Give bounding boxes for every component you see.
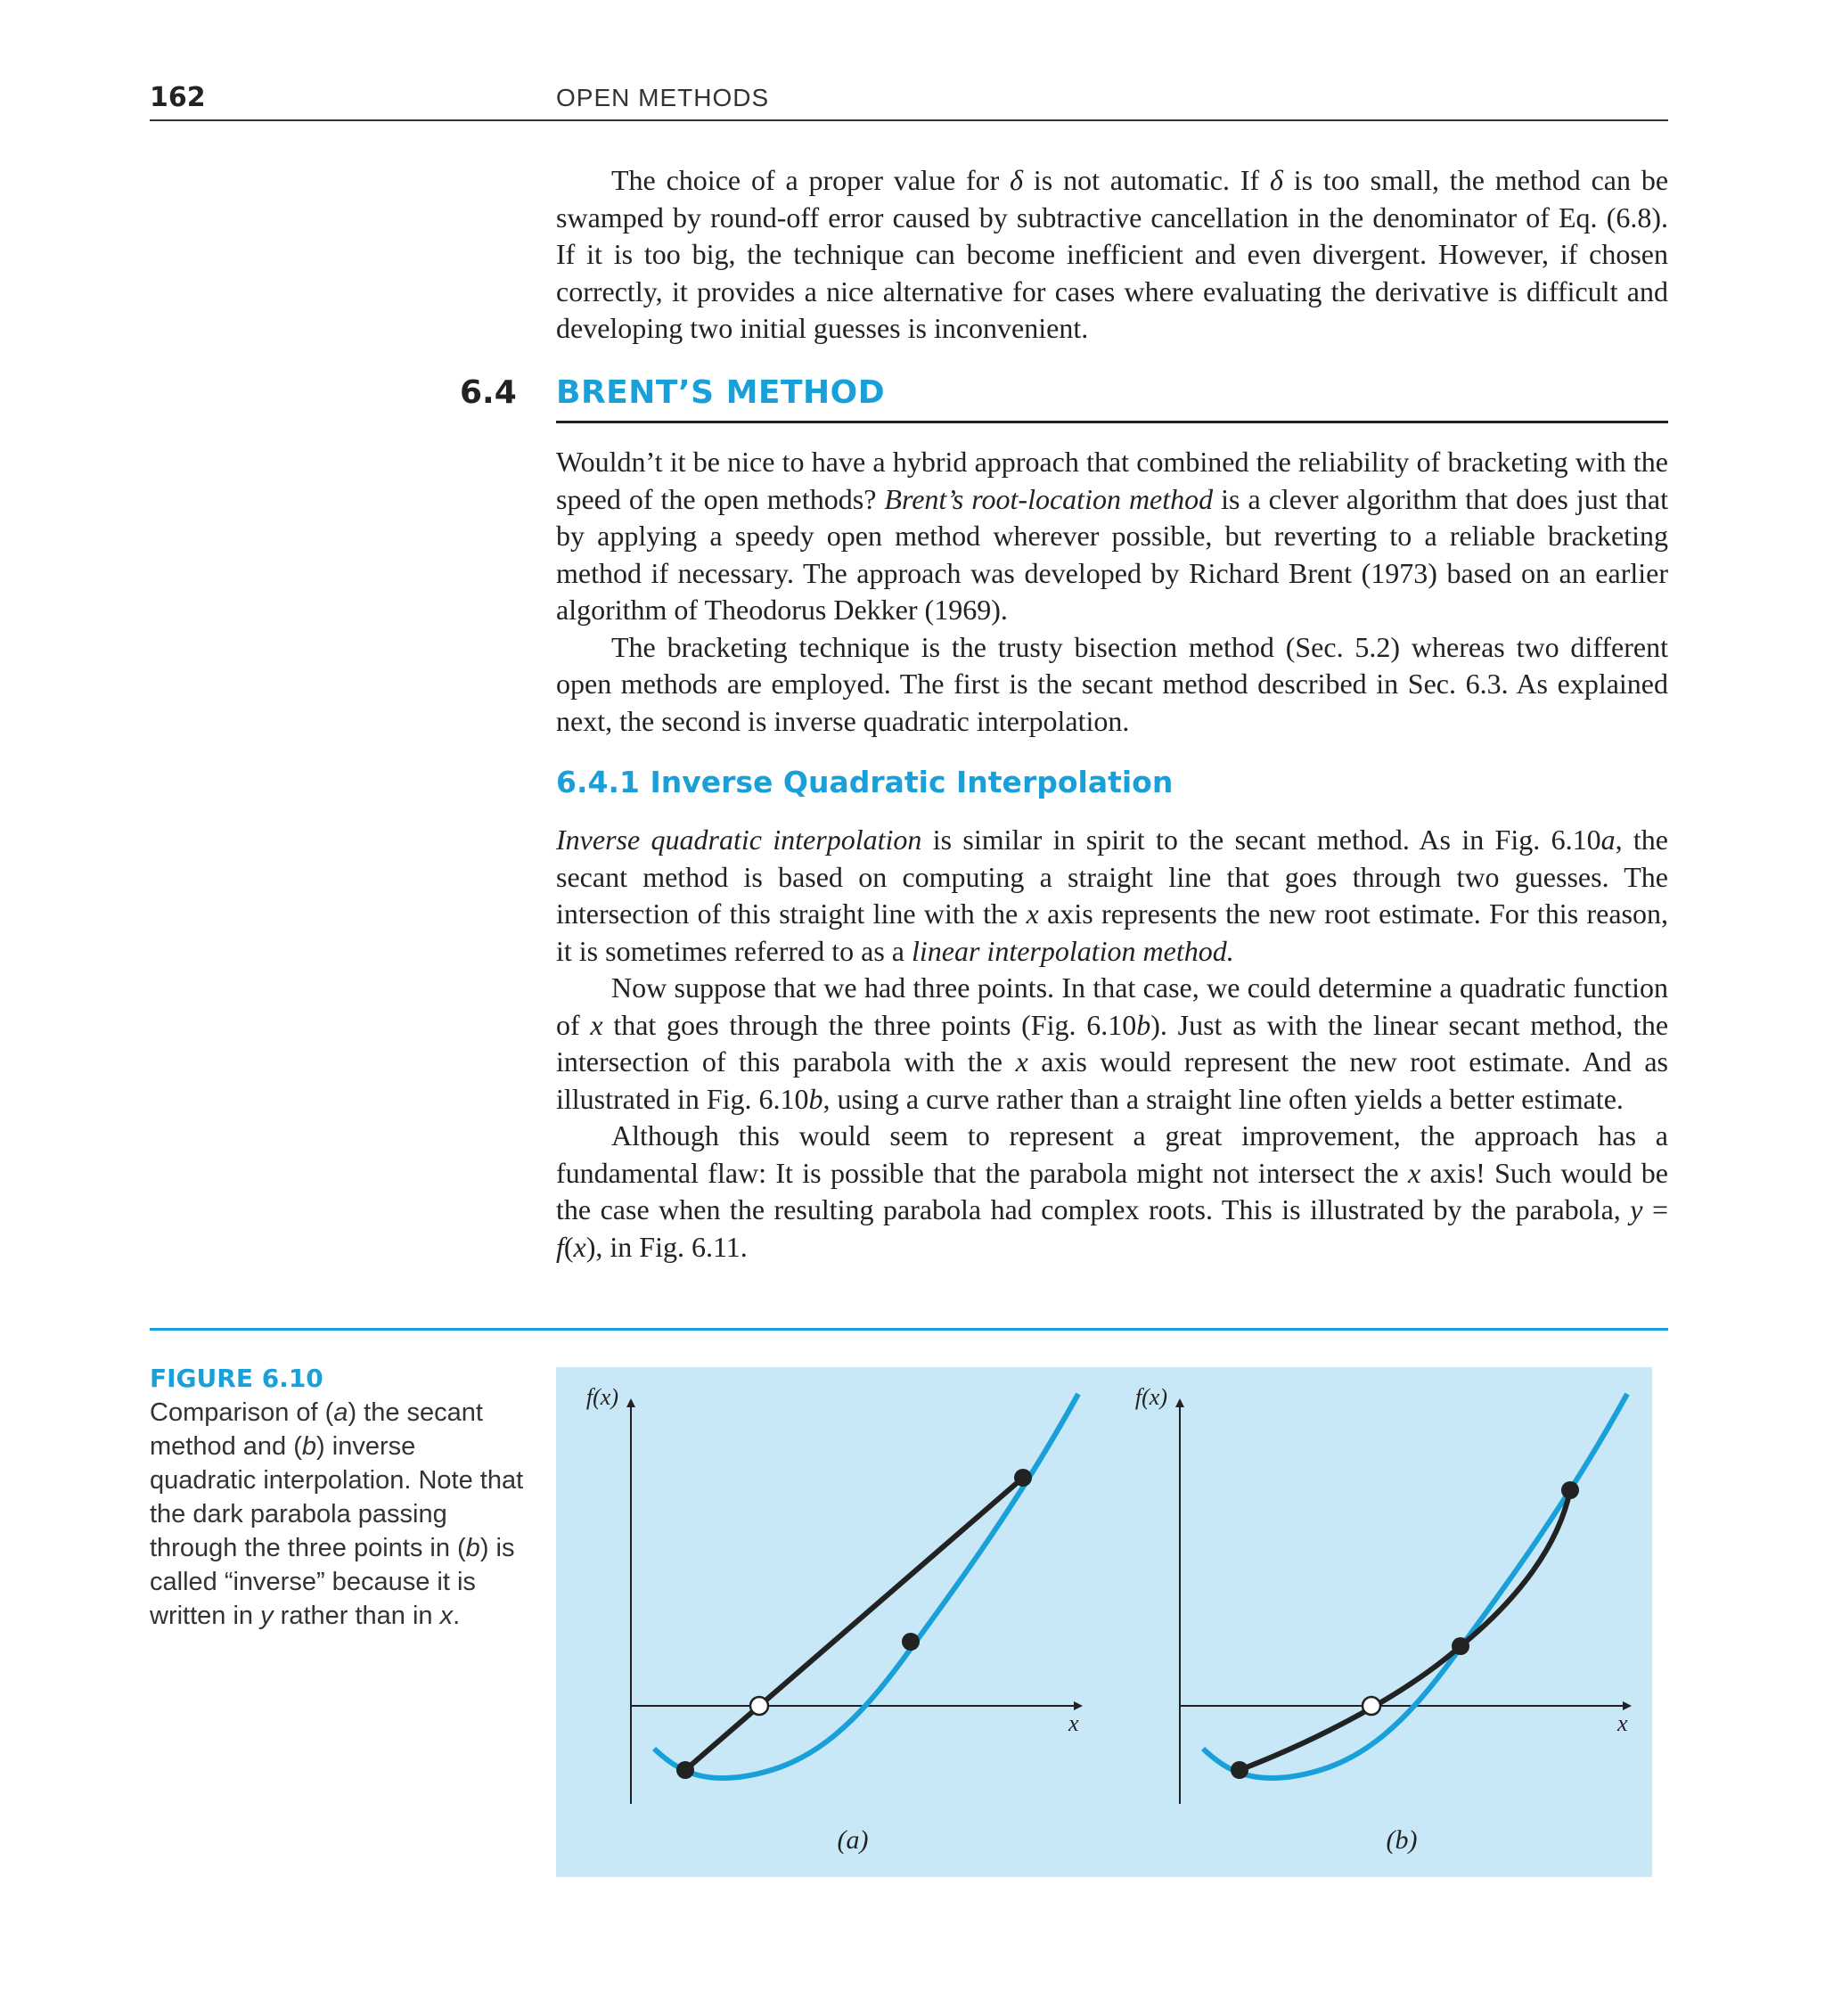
iqi-paragraph-2 [556,970,1668,1118]
guess-point [902,1633,920,1651]
function-curve [654,1394,1078,1778]
var-x: x [590,1008,603,1041]
cap-b: ) the secant method and ( [150,1398,483,1461]
brent-text-b: is a clever algorithm that does just that by applying a speedy open method wherever possible, but reverting to a reliable bracketing method if necessary. The approach was developed by Richard Brent (1973) based on an earlier algorithm of Theodorus Dekker (1969). [556,482,1669,626]
paren: ( [563,1230,574,1263]
iqi-term: Inverse quadratic interpolation [556,824,922,856]
guess-point [676,1761,694,1779]
section-rule [556,421,1668,423]
panel-b [1135,1384,1628,1855]
x-axis-label: x [1617,1710,1628,1736]
fig-ref-b: b [808,1082,823,1115]
intro-text-3: is too small, the method can be swamped by round-off error caused by subtractive cancellation in the denominator of Eq. (6.8). If it is too big, the technique can become inefficient and even divergent. However, if chosen correctly, it provides a nice alternative for cases where evaluating the derivative is difficult and developing two initial guesses is inconvenient. [556,164,1669,344]
cap-ib: b [301,1432,317,1461]
cap-f: . [453,1602,461,1630]
iqi2-text-c: ). Just as with the linear secant method, the intersection of this parabola with the [556,1008,1669,1078]
y-axis-label: f(x) [1134,1384,1167,1410]
panel-a-label: (a) [837,1825,869,1855]
var-x: x [573,1230,586,1263]
iqi1-text-c: axis represents the new root estimate. For this reason, it is sometimes referred to as a [556,897,1669,967]
iqi2-text-b: that goes through the three points (Fig. 6.10 [602,1008,1137,1041]
panel-b-label: (b) [1386,1825,1418,1855]
cap-iy: y [260,1602,274,1630]
secant-line [685,1478,1023,1770]
iqi-paragraph-1 [556,822,1668,970]
paren: ) [585,1230,596,1263]
function-curve [1203,1394,1627,1778]
guess-point [1014,1469,1032,1487]
delta-symbol: δ [1269,164,1283,196]
guess-point [1561,1481,1579,1499]
x-axis-label: x [1068,1710,1079,1736]
var-y: y [1630,1193,1643,1225]
fig-ref-b: b [1136,1008,1151,1041]
var-x: x [1026,897,1039,930]
root-estimate-point [750,1697,768,1715]
section-title: BRENT’S METHOD [556,374,886,411]
equals-sign: = [1642,1193,1669,1225]
var-f: f [556,1230,564,1263]
guess-point [1452,1637,1469,1655]
cap-c: ) inverse quadratic interpolation. Note that the dark parabola passing through the three points in ( [150,1432,524,1562]
iqi1-text-b: , the secant method is based on computing a straight line that goes through two guesses. The intersection of this straight line with the [556,824,1669,930]
delta-symbol: δ [1010,164,1024,196]
running-head: OPEN METHODS [556,84,770,111]
iqi2-text-e: , using a curve rather than a straight line often yields a better estimate. [822,1082,1624,1115]
iqi-paragraph-block [556,822,1668,1266]
iqi-paragraph-3 [556,1118,1668,1266]
intro-paragraph [556,162,1668,348]
iqi3-text-b: axis! Such would be the case when the resulting parabola had complex roots. This is illustrated by the parabola, [556,1156,1669,1225]
cap-d: ) is called “inverse” because it is written in [150,1534,515,1630]
section-number: 6.4 [460,374,517,411]
linear-interp-term: linear interpolation method. [911,934,1234,967]
brent-paragraph-2: The bracketing technique is the trusty bisection method (Sec. 5.2) whereas two different open methods are employed. The first is the secant method described in Sec. 6.3. As explained next, the second is inverse quadratic interpolation. [556,630,1668,737]
cap-ia: a [333,1398,348,1427]
brent-text-a: Wouldn’t it be nice to have a hybrid approach that combined the reliability of bracketing with the speed of the open methods? [556,446,1668,515]
panel-a [586,1384,1079,1855]
cap-a: Comparison of ( [150,1398,334,1427]
figure-label: FIGURE 6.10 [150,1364,323,1393]
figure-svg [556,1367,1652,1877]
root-estimate-point [1363,1697,1380,1715]
iqi2-text-d: axis would represent the new root estimate. And as illustrated in Fig. 6.10 [556,1045,1669,1115]
figure-rule [150,1328,1668,1331]
page-number: 162 [150,82,206,113]
var-x: x [1407,1156,1421,1189]
var-x: x [1015,1045,1028,1078]
inverse-parabola [1240,1490,1570,1770]
intro-text-1: The choice of a proper value for [611,164,1011,196]
cap-e: rather than in [273,1602,440,1630]
iqi3-text-c: , in Fig. 6.11. [595,1230,748,1263]
iqi2-text-a: Now suppose that we had three points. In that case, we could determine a quadratic function of [556,971,1668,1041]
guess-point [1231,1761,1248,1779]
figure-caption [150,1396,524,1633]
brent-term: Brent’s root-location method [884,482,1214,515]
intro-text-2: is not automatic. If [1023,164,1270,196]
brent-paragraph-block [556,444,1668,740]
cap-ib2: b [465,1534,480,1562]
y-axis-label: f(x) [585,1384,618,1410]
running-header [150,78,1668,121]
intro-paragraph-block [556,162,1668,348]
iqi1-text-a: is similar in spirit to the secant method. As in Fig. 6.10 [921,824,1601,856]
subsection-title: 6.4.1 Inverse Quadratic Interpolation [556,765,1174,799]
cap-ix: x [439,1602,454,1630]
brent-paragraph-1 [556,444,1668,629]
figure-6-10 [556,1367,1652,1877]
fig-ref-a: a [1600,824,1616,856]
iqi3-text-a: Although this would seem to represent a great improvement, the approach has a fundamental flaw: It is possible that the parabola might not intersect the [556,1119,1668,1189]
